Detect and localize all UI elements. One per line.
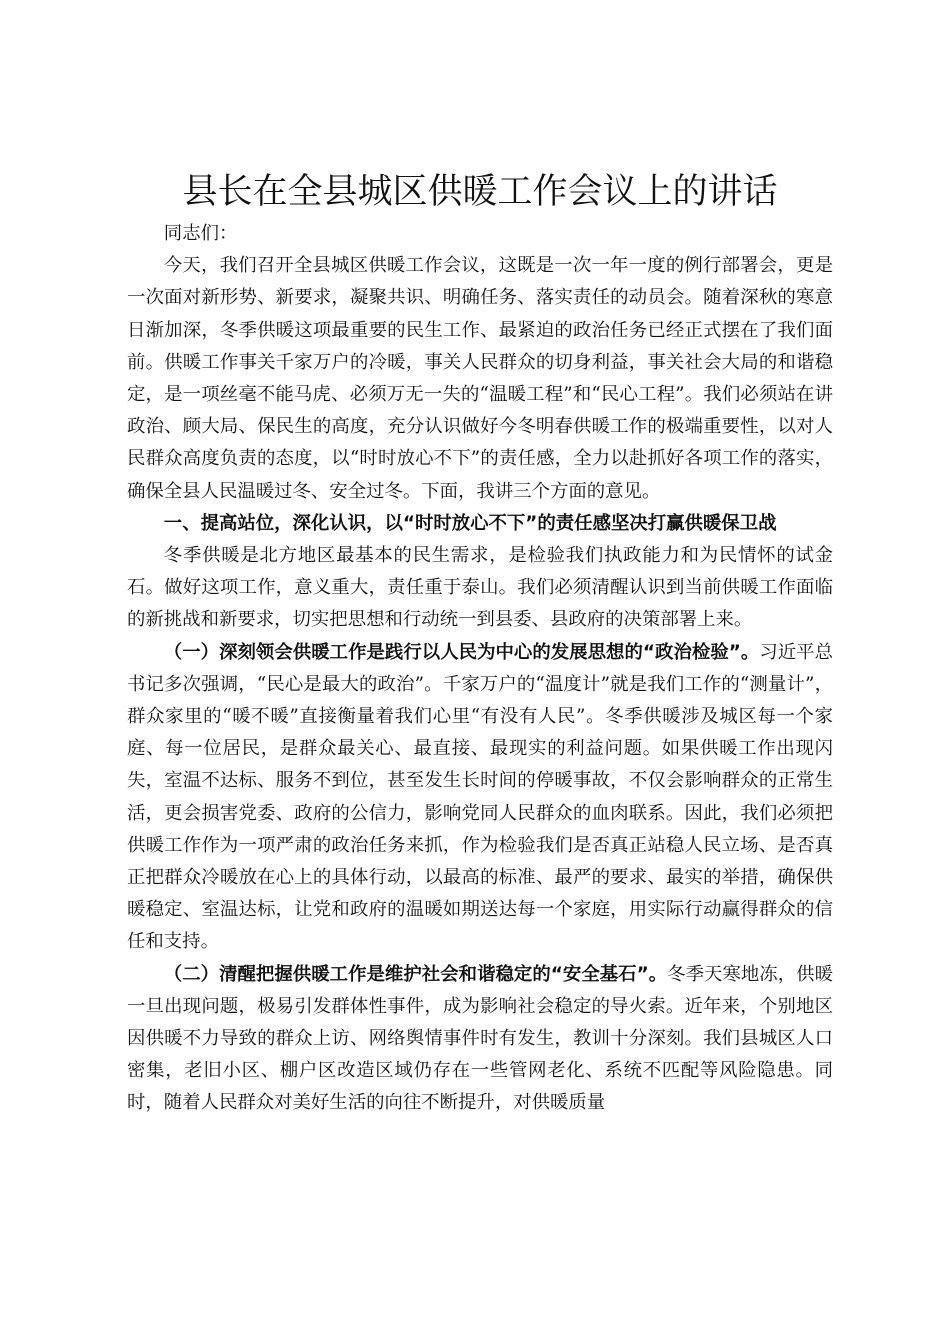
point-2-lead: （二）清醒把握供暖工作是维护社会和谐稳定的“安全基石”。 [163, 963, 668, 985]
point-1-lead: （一）深刻领会供暖工作是践行以人民为中心的发展思想的“政治检验”。 [163, 641, 760, 663]
document-title: 县长在全县城区供暖工作会议上的讲话 [182, 172, 778, 212]
point-2-body: 冬季天寒地冻，供暖一旦出现问题，极易引发群体性事件，成为影响社会稳定的导火索。近年来，个别地区因供暖不力导致的群众上访、网络舆情事件时有发生，教训十分深刻。我们县城区人口密集，老旧小区、棚户区改造区域仍存在一些管网老化、系统不匹配等风险隐患。同时，随着人民群众对美好生活的向往不断提升，对供暖质量 [127, 963, 833, 1114]
section-1-paragraph: 冬季供暖是北方地区最基本的民生需求，是检验我们执政能力和为民情怀的试金石。做好这项工作，意义重大，责任重于泰山。我们必须清醒认识到当前供暖工作面临的新挑战和新要求，切实把思想和行动统一到县委、县政府的决策部署上来。 [127, 545, 833, 631]
document-page [127, 168, 833, 1120]
point-1-paragraph [127, 637, 833, 959]
greeting: 同志们： [163, 223, 238, 244]
intro-paragraph: 今天，我们召开全县城区供暖工作会议，这既是一次一年一度的例行部署会，更是一次面对新形势、新要求，凝聚共识、明确任务、落实责任的动员会。随着深秋的寒意日渐加深，冬季供暖这项最重要的民生工作、最紧迫的政治任务已经正式摆在了我们面前。供暖工作事关千家万户的冷暖，事关人民群众的切身利益，事关社会大局的和谐稳定，是一项丝毫不能马虎、必须万无一失的“温暖工程”和“民心工程”。我们必须站在讲政治、顾大局、保民生的高度，充分认识做好今冬明春供暖工作的极端重要性，以对人民群众高度负责的态度，以“时时放心不下”的责任感，全力以赴抓好各项工作的落实，确保全县人民温暖过冬、安全过冬。下面，我讲三个方面的意见。 [127, 255, 833, 502]
section-1-heading: 一、提高站位，深化认识，以“时时放心不下”的责任感坚决打赢供暖保卫战 [163, 512, 777, 534]
point-2-paragraph [127, 959, 833, 1120]
point-1-body: 习近平总书记多次强调，“民心是最大的政治”。千家万户的“温度计”就是我们工作的“测量计”，群众家里的“暖不暖”直接衡量着我们心里“有没有人民”。冬季供暖涉及城区每一个家庭、每一位居民，是群众最关心、最直接、最现实的利益问题。如果供暖工作出现闪失，室温不达标、服务不到位，甚至发生长时间的停暖事故，不仅会影响群众的正常生活，更会损害党委、政府的公信力，影响党同人民群众的血肉联系。因此，我们必须把供暖工作作为一项严肃的政治任务来抓，作为检验我们是否真正站稳人民立场、是否真正把群众冷暖放在心上的具体行动，以最高的标准、最严的要求、最实的举措，确保供暖稳定、室温达标，让党和政府的温暖如期送达每一个家庭，用实际行动赢得群众的信任和支持。 [127, 641, 833, 953]
